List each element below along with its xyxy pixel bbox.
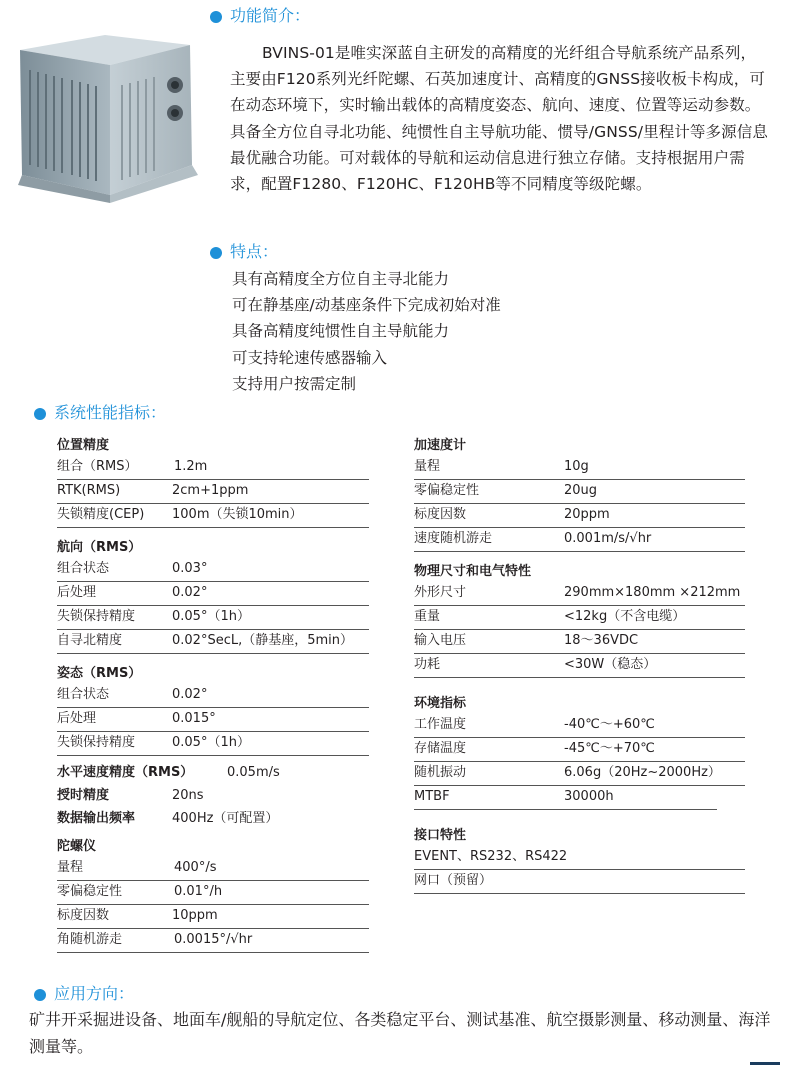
- spec-row: 组合状态 0.03°: [57, 558, 369, 582]
- specs-left-column: [57, 436, 369, 953]
- features-list: [232, 266, 501, 397]
- spec-row: 网口（预留）: [414, 869, 745, 894]
- spec-row: MTBF 30000h: [414, 786, 717, 810]
- group-title-env: 环境指标: [414, 696, 467, 711]
- footer-rule: [750, 1062, 780, 1065]
- spec-row: 零偏稳定性 20ug: [414, 480, 745, 504]
- spec-row: 功耗 <30W（稳态）: [414, 654, 745, 678]
- spec-row: 组合状态 0.02°: [57, 684, 369, 708]
- intro-paragraph: BVINS-01是唯实深蓝自主研发的高精度的光纤组合导航系统产品系列，主要由F120系列光纤陀螺、石英加速度计、高精度的GNSS接收板卡构成，可在动态环境下，实时输出载体的高精度姿态、航向、速度、位置等运动参数。具备全方位自寻北功能、纯惯性自主导航功能、惯导/GNSS/里程计等多源信息最优融合功能。可对载体的导航和运动信息进行独立存储。支持根据用户需求，配置F1280、F120HC、F120HB等不同精度等级陀螺。: [230, 44, 768, 194]
- spec-row: 输入电压 18～36VDC: [414, 630, 745, 654]
- group-title-gyro: 陀螺仪: [57, 839, 97, 854]
- spec-row: 标度因数 20ppm: [414, 504, 745, 528]
- spec-row: 工作温度 -40℃～+60℃: [414, 714, 745, 738]
- spec-row: 外形尺寸 290mm×180mm ×212mm: [414, 582, 745, 606]
- spec-row: 失锁保持精度 0.05°（1h）: [57, 606, 369, 630]
- group-title-position: 位置精度: [57, 438, 110, 453]
- spec-row: 量程 10g: [414, 456, 745, 480]
- spec-row: 标度因数 10ppm: [57, 905, 369, 929]
- group-title-interface: 接口特性: [414, 828, 467, 843]
- group-title-heading: 航向（RMS）: [57, 540, 142, 555]
- feature-item: 支持用户按需定制: [232, 374, 357, 393]
- spec-row: 自寻北精度 0.02°SecL,（静基座，5min）: [57, 630, 369, 654]
- group-title-physical: 物理尺寸和电气特性: [414, 564, 532, 579]
- feature-item: 可在静基座/动基座条件下完成初始对准: [232, 296, 501, 315]
- spec-row: 失锁精度(CEP) 100m（失锁10min）: [57, 504, 369, 528]
- spec-row: 重量 <12kg（不含电缆）: [414, 606, 745, 630]
- applications-title: 应用方向：: [34, 984, 134, 1004]
- feature-item: 具备高精度纯惯性自主导航能力: [232, 322, 450, 341]
- bullet-dot-icon: [210, 247, 222, 259]
- spec-row: 零偏稳定性 0.01°/h: [57, 881, 369, 905]
- spec-row: 后处理 0.015°: [57, 708, 369, 732]
- spec-row: 速度随机游走 0.001m/s/√hr: [414, 528, 745, 552]
- spec-row: 后处理 0.02°: [57, 582, 369, 606]
- bullet-dot-icon: [34, 989, 46, 1001]
- spec-row: 水平速度精度（RMS） 0.05m/s: [57, 765, 280, 780]
- group-title-attitude: 姿态（RMS）: [57, 666, 142, 681]
- spec-row: 授时精度 20ns: [57, 788, 204, 803]
- bullet-dot-icon: [210, 11, 222, 23]
- features-title: 特点：: [210, 242, 278, 262]
- spec-row: 角随机游走 0.0015°/√hr: [57, 929, 369, 953]
- specs-title: 系统性能指标：: [34, 403, 166, 423]
- intro-title: 功能简介：: [210, 6, 310, 26]
- spec-row: 随机振动 6.06g（20Hz~2000Hz）: [414, 762, 745, 786]
- spec-row: 组合（RMS） 1.2m: [57, 456, 369, 480]
- group-title-accel: 加速度计: [414, 438, 467, 453]
- spec-row: 量程 400°/s: [57, 857, 369, 881]
- applications-text: 矿井开采掘进设备、地面车/舰船的导航定位、各类稳定平台、测试基准、航空摄影测量、移动测量、海洋测量等。: [29, 1010, 771, 1056]
- feature-item: 具有高精度全方位自主寻北能力: [232, 270, 450, 288]
- spec-row: EVENT、RS232、RS422: [414, 849, 568, 864]
- spec-row: RTK(RMS) 2cm+1ppm: [57, 480, 369, 504]
- feature-item: 可支持轮速传感器输入: [232, 348, 388, 367]
- product-device-image: [10, 25, 206, 210]
- spec-row: 失锁保持精度 0.05°（1h）: [57, 732, 369, 756]
- specs-right-column: [414, 436, 745, 894]
- spec-row: 存储温度 -45℃～+70℃: [414, 738, 745, 762]
- spec-row: 数据输出频率 400Hz（可配置）: [57, 811, 279, 826]
- bullet-dot-icon: [34, 408, 46, 420]
